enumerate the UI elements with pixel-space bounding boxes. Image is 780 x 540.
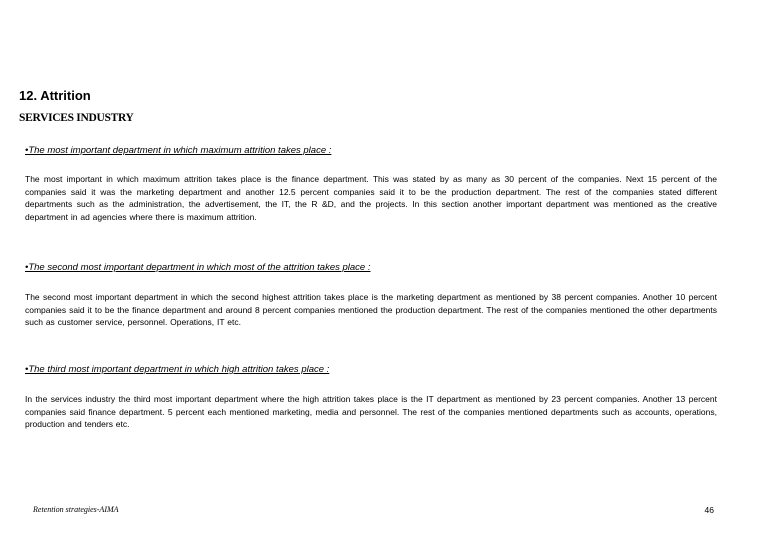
block-heading-second-most-important: •The second most important department in which most of the attrition takes place : [25, 262, 371, 273]
industry-subtitle: SERVICES INDUSTRY [19, 112, 134, 124]
block-body-third-most-important: In the services industry the third most important department where the high attrition takes place is the IT department as mentioned by 23 percent companies. Another 13 percent companies said finance department. 5 percent each mentioned marketing, media and personnel. The rest of the companies mentioned departments such as accounts, operations, production and tenders etc. [25, 394, 717, 429]
page-number: 46 [704, 505, 714, 515]
footer-source: Retention strategies-AIMA [33, 505, 119, 514]
block-heading-most-important: •The most important department in which maximum attrition takes place : [25, 145, 332, 156]
block-body-second-most-important: The second most important department in which the second highest attrition takes place is the marketing department as mentioned by 38 percent companies. Another 10 percent companies said it to be the finance department and around 8 percent companies mentioned the production department. The rest of the companies mentioned the other departments such as customer service, personnel. Operations, IT etc. [25, 292, 717, 327]
section-title: 12. Attrition [19, 88, 91, 103]
block-body-most-important: The most important in which maximum attrition takes place is the finance department. This was stated by as many as 30 percent of the companies. Next 15 percent of the companies said it was the marketing department and another 12.5 percent companies said it to be the production department. The rest of the companies stated different departments such as the administration, the advertisement, the IT, the R &D, and the projects. In this section another important department was mentioned as the creative department in ad agencies where there is maximum attrition. [25, 174, 717, 222]
block-heading-third-most-important: •The third most important department in which high attrition takes place : [25, 364, 330, 375]
